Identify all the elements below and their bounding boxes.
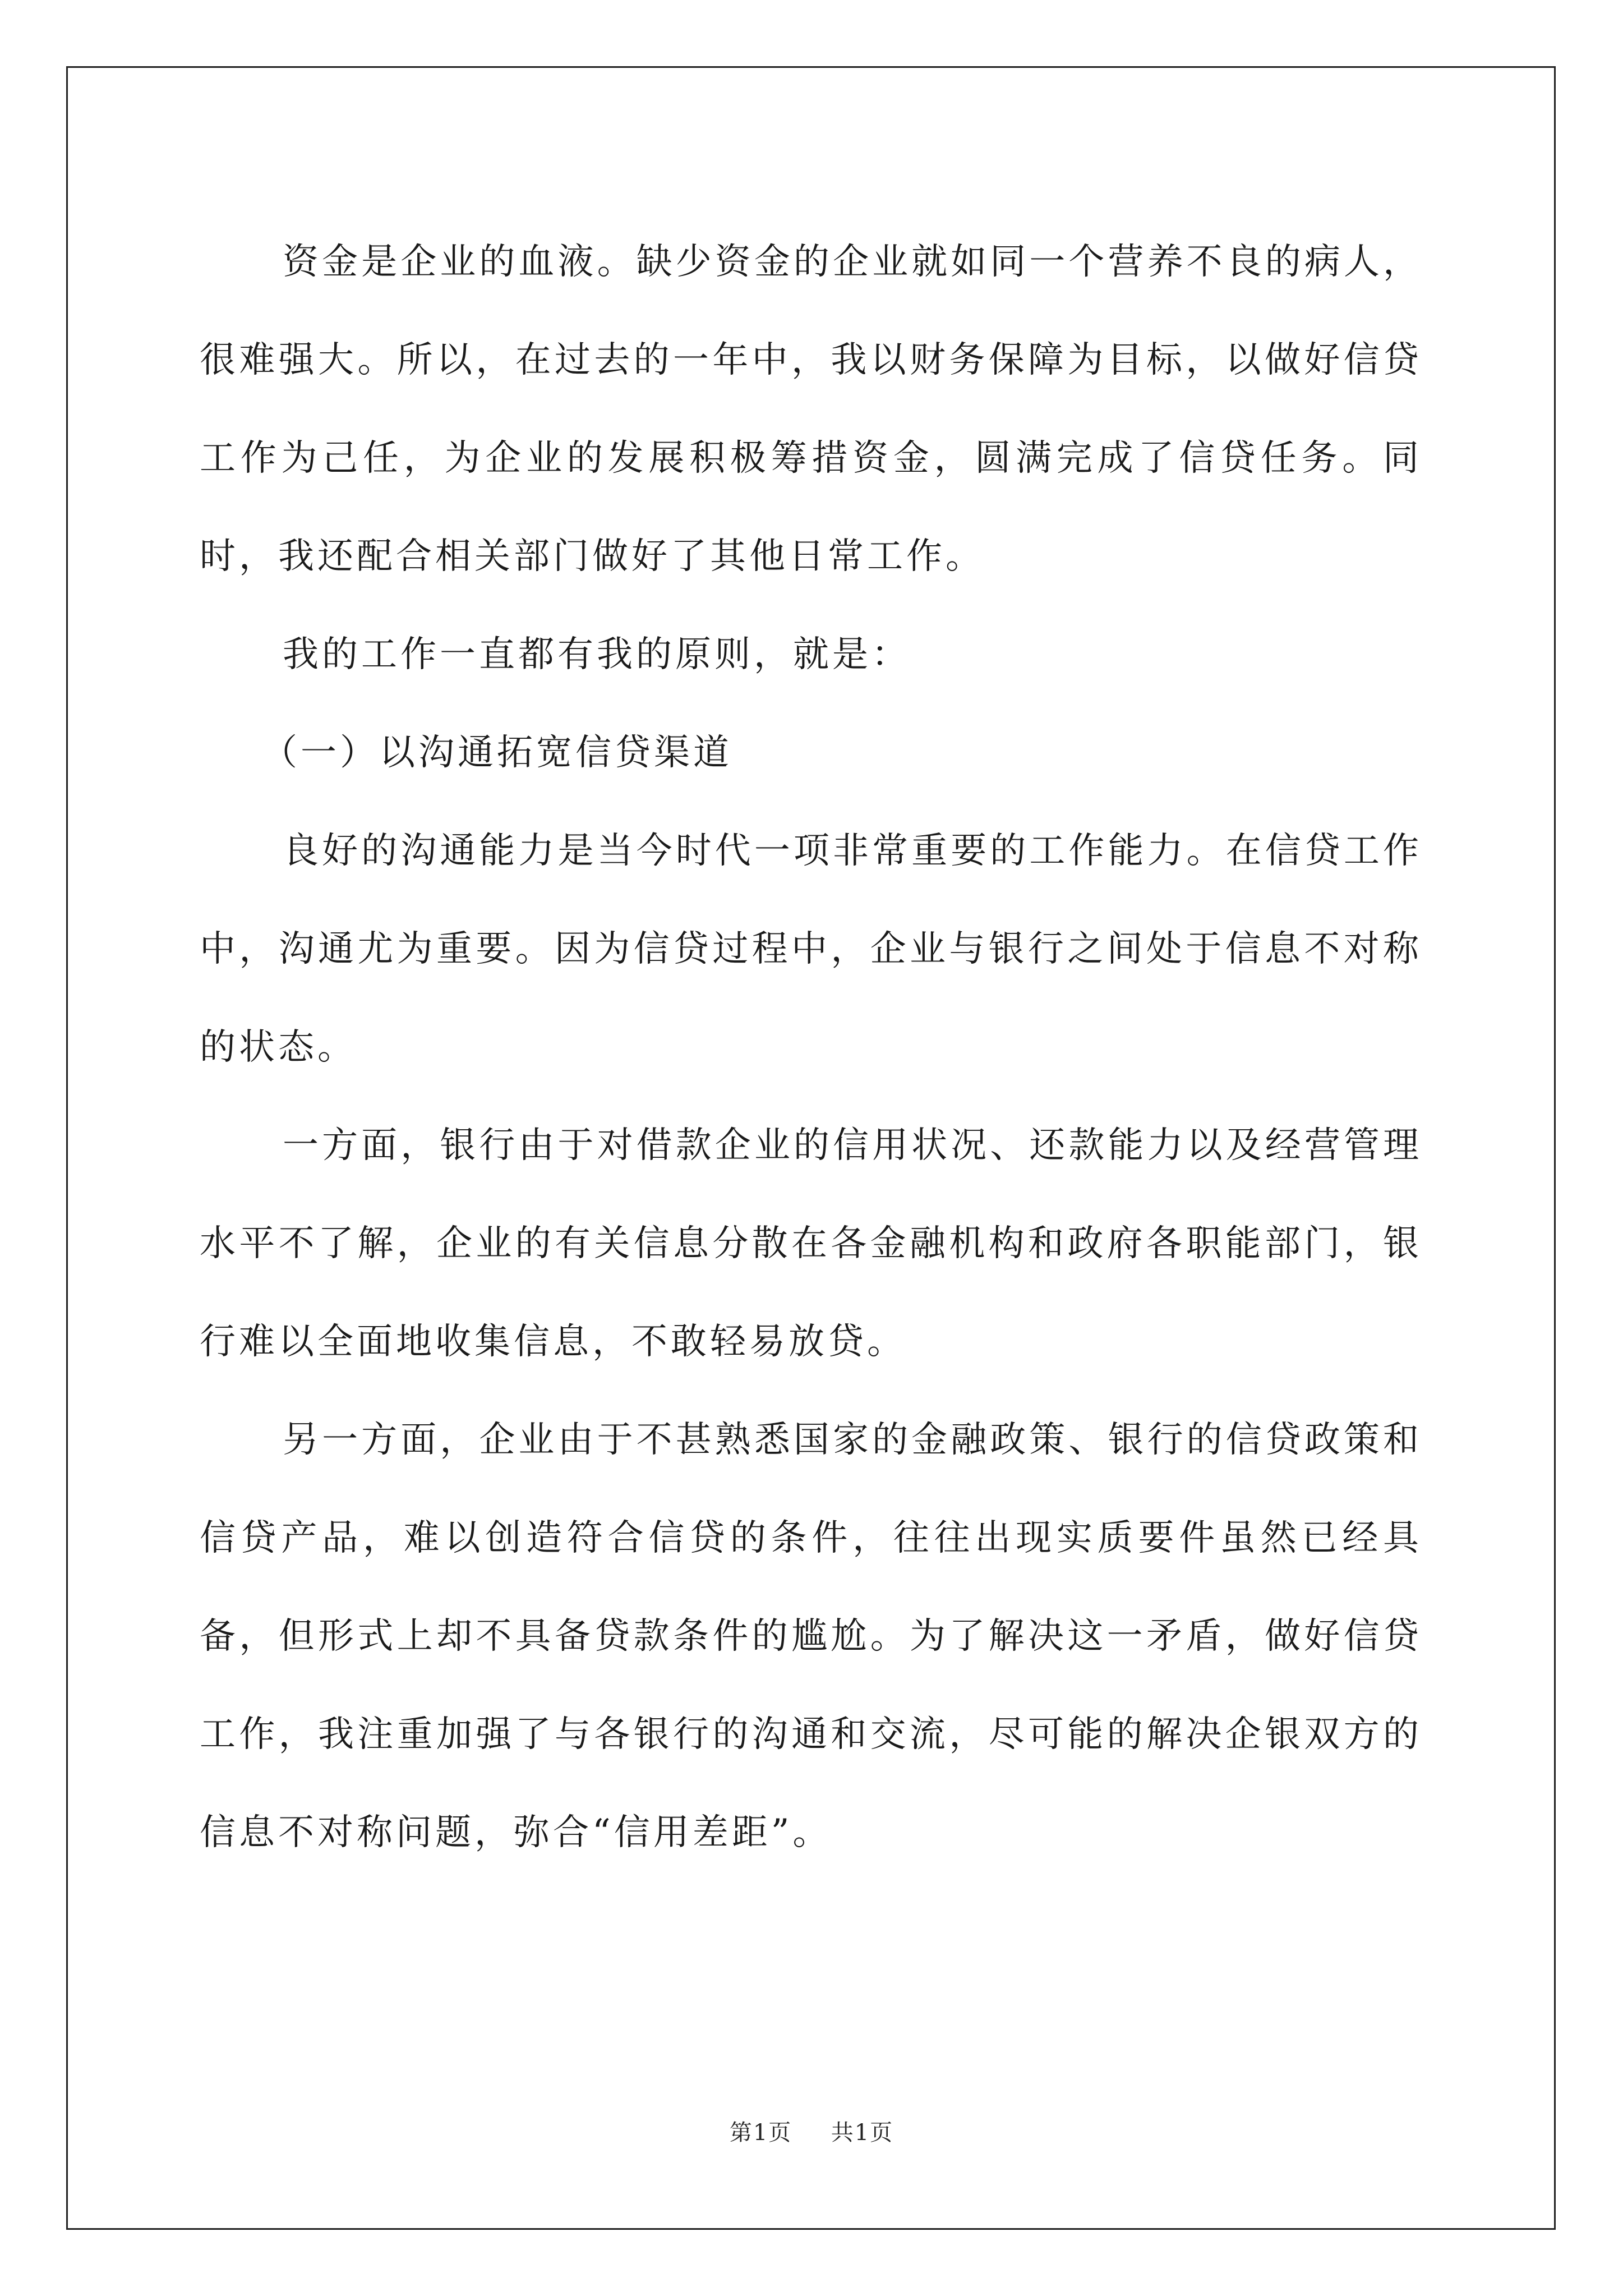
paragraph-principle: 我的工作一直都有我的原则，就是： [283,634,911,675]
paragraph-communication: 良好的沟通能力是当今时代一项非常重要的工作能力。在信贷工作中，沟通尤为重要。因为信贷过程中，企业与银行之间处于信息不对称的状态。 [200,830,1422,1068]
page-total: 共1页 [831,2120,894,2146]
paragraph-bank-side: 一方面，银行由于对借款企业的信用状况、还款能力以及经营管理水平不了解，企业的有关信息分散在各金融机构和政府各职能部门，银行难以全面地收集信息，不敢轻易放贷。 [200,1125,1422,1363]
page-footer [0,2115,1623,2147]
page-number: 第1页 [729,2120,792,2146]
section-heading: （一）以沟通拓宽信贷渠道 [261,732,732,774]
document-body [200,213,1422,1882]
paragraph-enterprise-side: 另一方面，企业由于不甚熟悉国家的金融政策、银行的信贷政策和信贷产品，难以创造符合信贷的条件，往往出现实质要件虽然已经具备，但形式上却不具备贷款条件的尴尬。为了解决这一矛盾，做好信贷工作，我注重加强了与各银行的沟通和交流，尽可能的解决企银双方的信息不对称问题，弥合“信用差距”。 [200,1419,1422,1853]
paragraph-intro: 资金是企业的血液。缺少资金的企业就如同一个营养不良的病人，很难强大。所以，在过去的一年中，我以财务保障为目标，以做好信贷工作为己任，为企业的发展积极筹措资金，圆满完成了信贷任务。同时，我还配合相关部门做好了其他日常工作。 [200,241,1422,577]
